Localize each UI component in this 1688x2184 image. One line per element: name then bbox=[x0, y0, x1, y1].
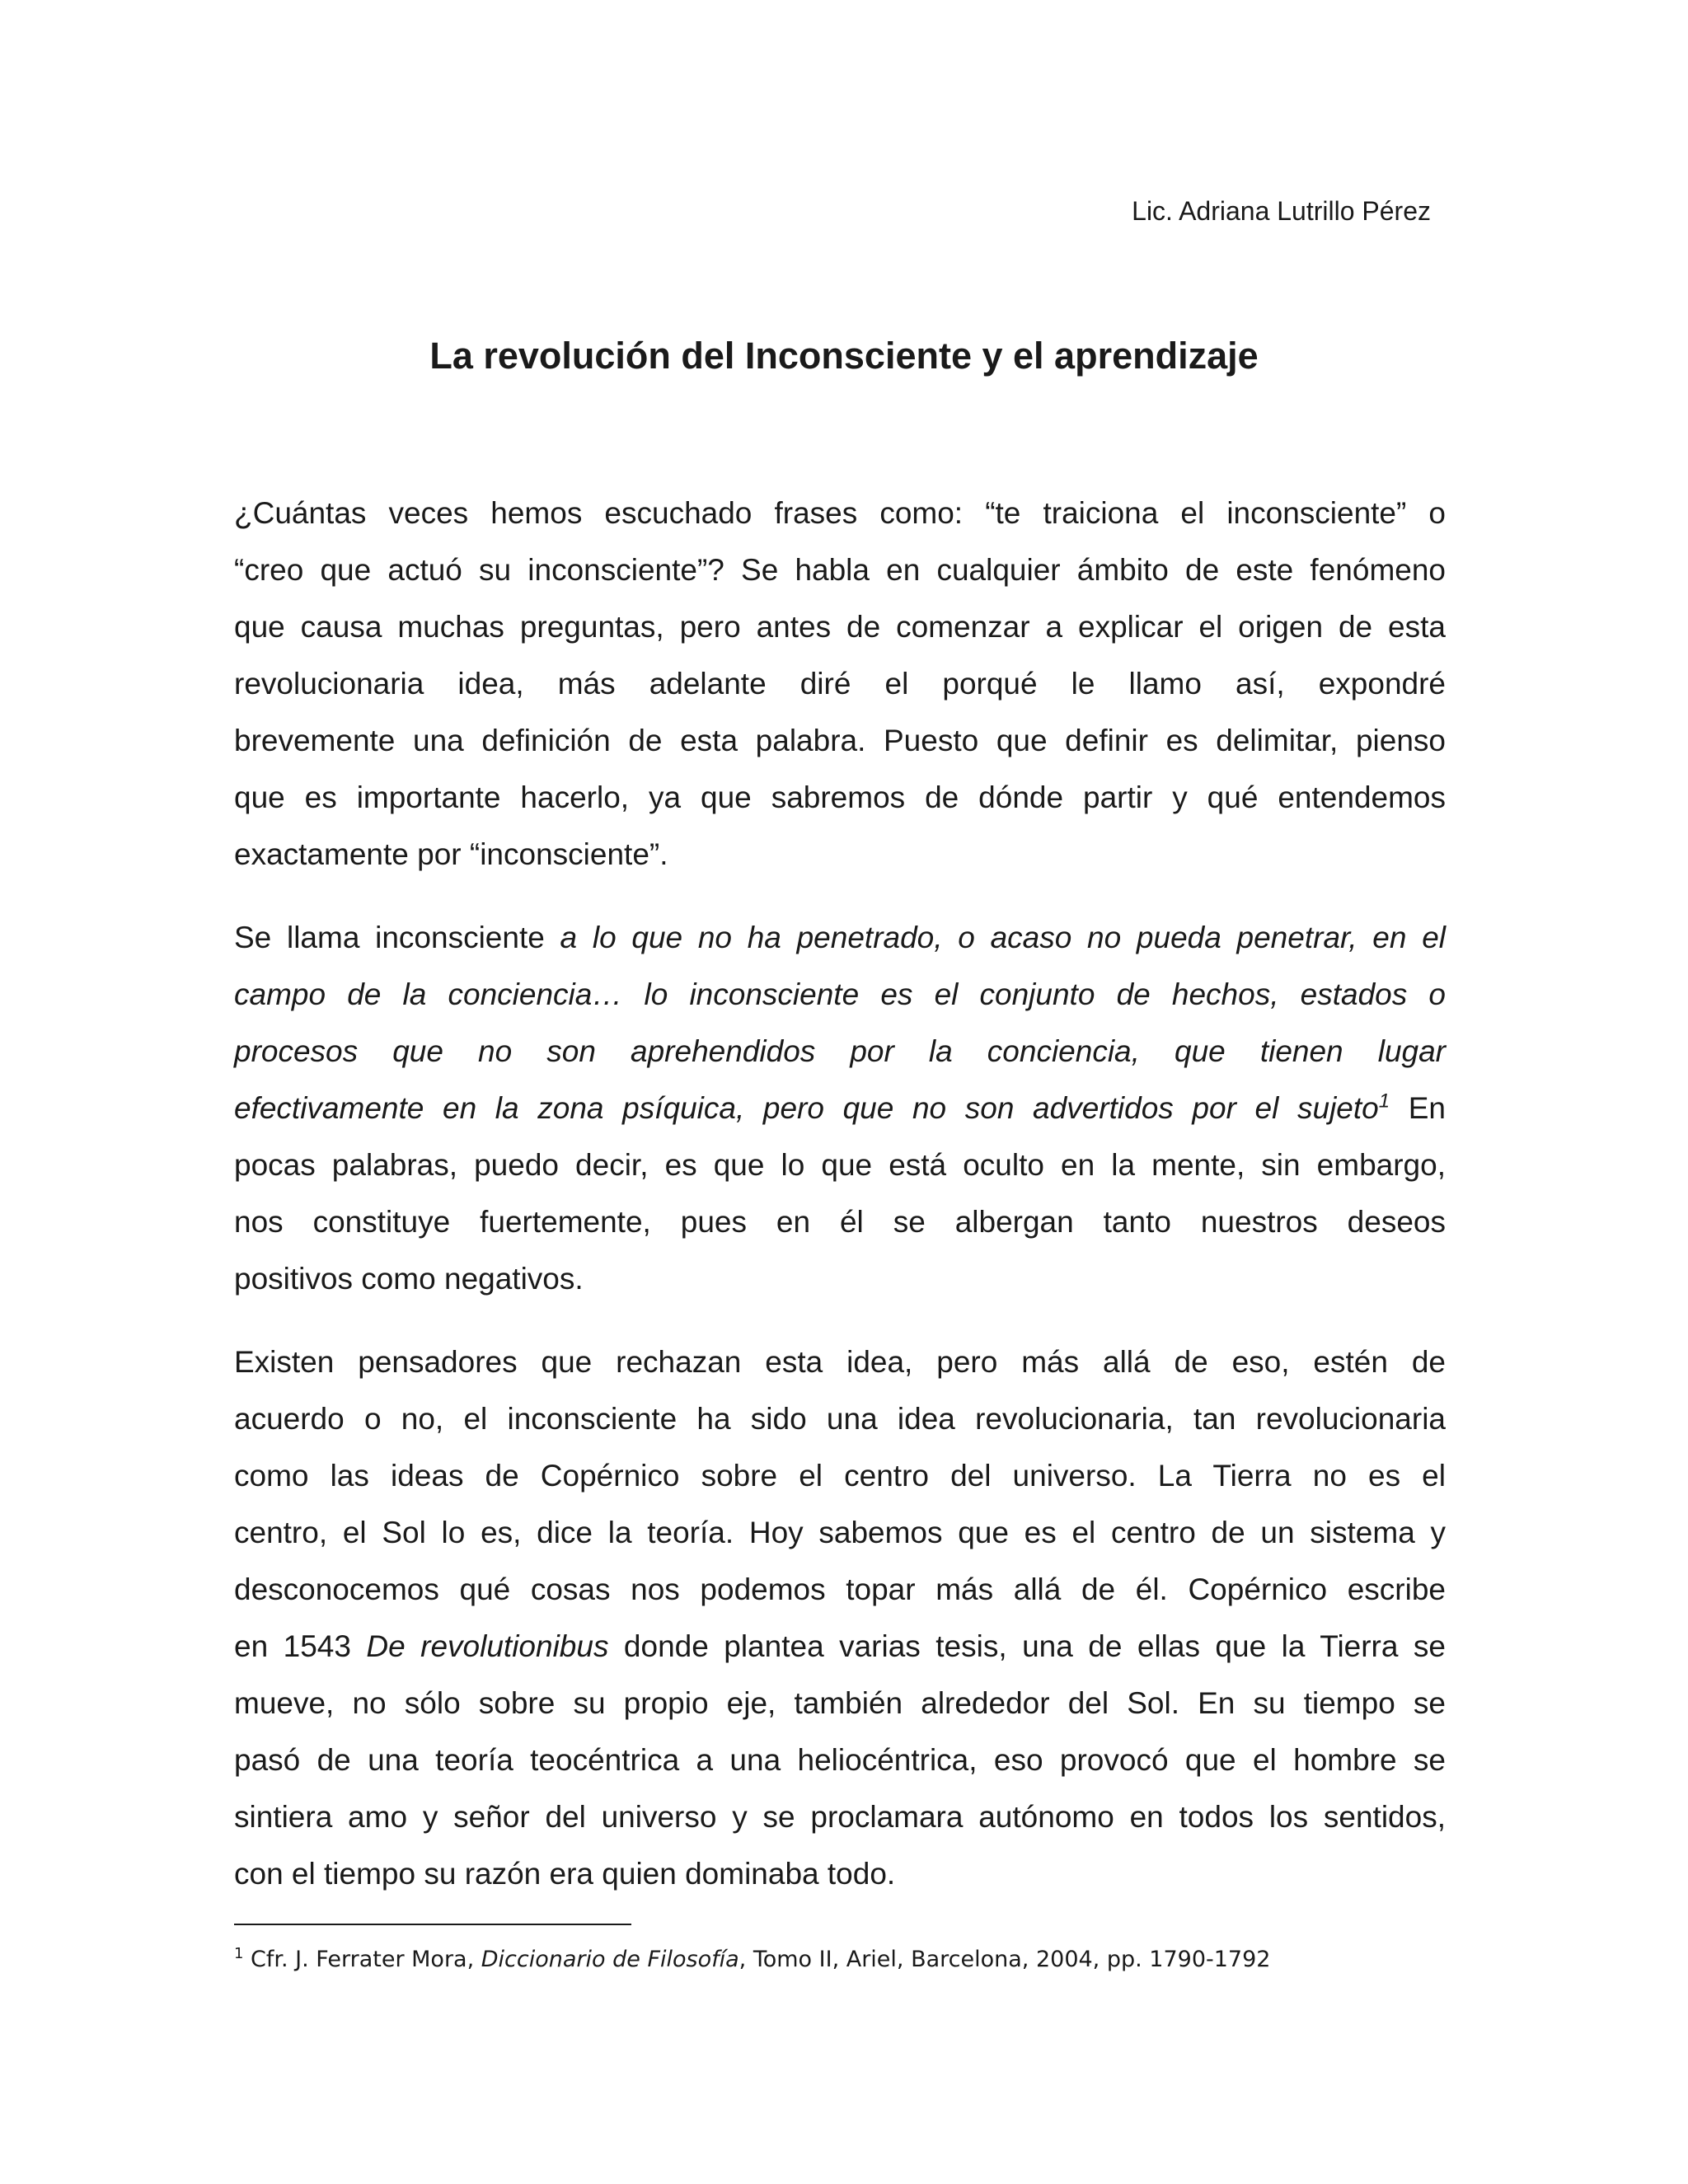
quotation-text: a lo que no ha penetrado, o acaso no pueda penetrar, en el bbox=[560, 921, 1446, 954]
footnote-text: Cfr. J. Ferrater Mora, bbox=[243, 1947, 481, 1972]
paragraph-line: Existen pensadores que rechazan esta idea, pero más allá de eso, estén de bbox=[234, 1345, 1446, 1379]
quotation-line: campo de la conciencia… lo inconsciente es el conjunto de hechos, estados o bbox=[234, 977, 1446, 1011]
text-run: donde plantea varias tesis, una de ellas que la Tierra se bbox=[608, 1629, 1446, 1663]
footnote-book-title: Diccionario de Filosofía bbox=[481, 1947, 739, 1972]
footnote bbox=[234, 1945, 1270, 1975]
paragraph-line: pasó de una teoría teocéntrica a una heliocéntrica, eso provocó que el hombre se bbox=[234, 1743, 1446, 1777]
text-run: En bbox=[1390, 1091, 1446, 1125]
paragraph-line: “creo que actuó su inconsciente”? Se habla en cualquier ámbito de este fenómeno bbox=[234, 553, 1446, 587]
paragraph-line: ¿Cuántas veces hemos escuchado frases como: “te traiciona el inconsciente” o bbox=[234, 496, 1446, 530]
text-run: Se llama inconsciente bbox=[234, 921, 560, 954]
footnote-number: 1 bbox=[234, 1945, 244, 1962]
footnote-reference[interactable]: 1 bbox=[1378, 1090, 1390, 1113]
paragraph-line: mueve, no sólo sobre su propio eje, también alrededor del Sol. En su tiempo se bbox=[234, 1686, 1446, 1720]
paragraph-line: centro, el Sol lo es, dice la teoría. Hoy sabemos que es el centro de un sistema y bbox=[234, 1516, 1446, 1549]
paragraph-line bbox=[234, 1080, 1446, 1137]
footnote-separator bbox=[234, 1924, 631, 1925]
paragraph-line: nos constituye fuertemente, pues en él se albergan tanto nuestros deseos bbox=[234, 1205, 1446, 1239]
footnote-text: , Tomo II, Ariel, Barcelona, 2004, pp. 1790-1792 bbox=[738, 1947, 1271, 1972]
paragraph-line: acuerdo o no, el inconsciente ha sido una idea revolucionaria, tan revolucionaria bbox=[234, 1402, 1446, 1436]
book-title: De revolutionibus bbox=[366, 1629, 609, 1663]
paragraph-line: brevemente una definición de esta palabra. Puesto que definir es delimitar, pienso bbox=[234, 724, 1446, 757]
paragraph-line: que es importante hacerlo, ya que sabremos de dónde partir y qué entendemos bbox=[234, 780, 1446, 814]
quotation-text: efectivamente en la zona psíquica, pero que no son advertidos por el sujeto bbox=[234, 1091, 1379, 1125]
paragraph-line: desconocemos qué cosas nos podemos topar más allá de él. Copérnico escribe bbox=[234, 1572, 1446, 1606]
paragraph-line: positivos como negativos. bbox=[234, 1262, 584, 1296]
paragraph-1 bbox=[234, 485, 1446, 883]
text-run: en 1543 bbox=[234, 1629, 367, 1663]
paragraph-3 bbox=[234, 1333, 1446, 1902]
paragraph-line: que causa muchas preguntas, pero antes de comenzar a explicar el origen de esta bbox=[234, 610, 1446, 644]
paragraph-line bbox=[234, 1618, 1446, 1675]
paragraph-line bbox=[234, 909, 1446, 966]
paragraph-line: como las ideas de Copérnico sobre el centro del universo. La Tierra no es el bbox=[234, 1459, 1446, 1493]
paragraph-2 bbox=[234, 909, 1446, 1307]
paragraph-line: exactamente por “inconsciente”. bbox=[234, 837, 668, 871]
paragraph-line: pocas palabras, puedo decir, es que lo que está oculto en la mente, sin embargo, bbox=[234, 1148, 1446, 1182]
document-title: La revolución del Inconsciente y el aprendizaje bbox=[429, 335, 1259, 377]
paragraph-line: con el tiempo su razón era quien dominaba todo. bbox=[234, 1857, 896, 1891]
paragraph-line: sintiera amo y señor del universo y se proclamara autónomo en todos los sentidos, bbox=[234, 1800, 1446, 1834]
paragraph-line: revolucionaria idea, más adelante diré el porqué le llamo así, expondré bbox=[234, 667, 1446, 701]
author-name: Lic. Adriana Lutrillo Pérez bbox=[1132, 196, 1431, 226]
quotation-line: procesos que no son aprehendidos por la conciencia, que tienen lugar bbox=[234, 1034, 1446, 1068]
